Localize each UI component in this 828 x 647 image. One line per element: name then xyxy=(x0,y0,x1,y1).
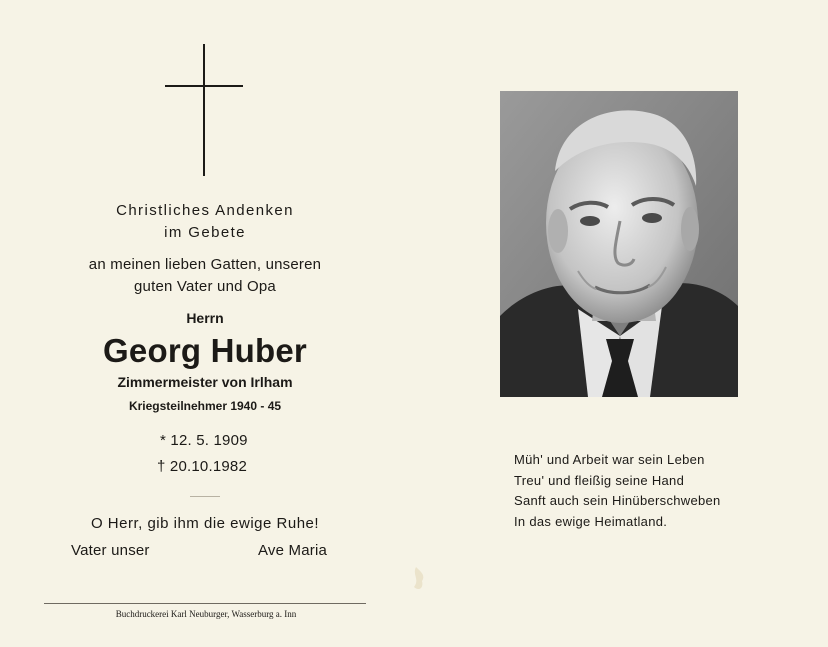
poem-line-3: Sanft auch sein Hinüberschweben xyxy=(514,493,721,508)
poem-line-2: Treu' und fleißig seine Hand xyxy=(514,472,685,488)
cross-horizontal-bar xyxy=(165,85,243,87)
deceased-name: Georg Huber xyxy=(103,332,307,369)
paper-stain xyxy=(410,565,428,595)
dedication-line-1: an meinen lieben Gatten, unseren xyxy=(88,256,322,273)
poem-line-4: In das ewige Heimatland. xyxy=(514,513,668,529)
prayer-line: O Herr, gib ihm die ewige Ruhe! xyxy=(90,515,320,532)
prayer-ave-maria: Ave Maria xyxy=(258,542,328,559)
prayer-vater-unser: Vater unser xyxy=(71,542,150,559)
cross-vertical-bar xyxy=(203,44,205,176)
dedication-line-2: guten Vater und Opa xyxy=(134,278,276,295)
death-date: † 20.10.1982 xyxy=(157,458,247,475)
service-note: Kriegsteilnehmer 1940 - 45 xyxy=(128,399,282,413)
heading-line-2: im Gebete xyxy=(164,224,246,241)
separator-dash xyxy=(190,496,220,497)
birth-date: * 12. 5. 1909 xyxy=(160,432,248,449)
salutation: Herrn xyxy=(186,310,224,326)
heading-line-1: Christliches Andenken xyxy=(116,202,294,219)
portrait-photo xyxy=(500,91,738,397)
footer-rule xyxy=(44,603,366,604)
occupation: Zimmermeister von Irlham xyxy=(117,374,293,390)
poem-line-1: Müh' und Arbeit war sein Leben xyxy=(514,452,705,467)
memorial-poem xyxy=(514,450,721,532)
latin-cross-icon xyxy=(165,44,243,176)
printer-imprint: Buchdruckerei Karl Neuburger, Wasserburg a. Inn xyxy=(115,609,297,619)
